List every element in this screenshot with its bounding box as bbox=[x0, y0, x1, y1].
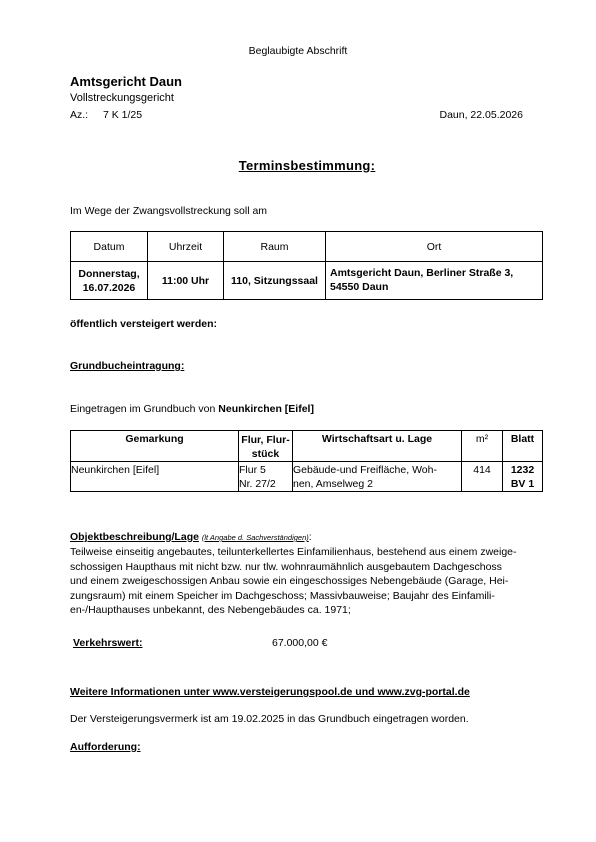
registration-note: Der Versteigerungsvermerk ist am 19.02.2025 in das Grundbuch eingetragen worden. bbox=[70, 713, 469, 725]
case-number: 7 K 1/25 bbox=[103, 109, 143, 121]
intro-text: Im Wege der Zwangsvollstreckung soll am bbox=[70, 205, 268, 217]
object-description bbox=[70, 545, 543, 618]
object-line: en-/Haupthauses unbekannt, des Nebengebäudes ca. 1971; bbox=[70, 604, 351, 616]
object-line: und einem zweigeschossigen Anbau sowie ein eingeschossiges Nebengebäude (Garage, Hei- bbox=[70, 575, 509, 587]
cell-blatt: 1232 BV 1 bbox=[503, 462, 543, 492]
object-line: zungsraum) mit einem Speicher im Dachgeschoss; Massivbauweise; Baujahr des Einfamili- bbox=[70, 589, 495, 602]
place-and-date: Daun, 22.05.2026 bbox=[439, 109, 523, 121]
cell-gemarkung: Neunkirchen [Eifel] bbox=[71, 462, 239, 492]
certified-copy-label: Beglaubigte Abschrift bbox=[248, 45, 348, 57]
col-header-date: Datum bbox=[71, 232, 148, 262]
cell-wirtschaftsart: Gebäude-und Freifläche, Woh- nen, Amselweg 2 bbox=[293, 462, 462, 492]
object-line: schossigen Haupthaus mit nicht bzw. nur tlw. wohnraumähnlich ausgebautem Dachgeschoss bbox=[70, 560, 502, 573]
land-register-table bbox=[70, 430, 543, 492]
col-header-room: Raum bbox=[224, 232, 326, 262]
land-register-heading: Grundbucheintragung: bbox=[70, 360, 185, 372]
land-register-entry: Eingetragen im Grundbuch von Neunkirchen [Eifel] bbox=[70, 403, 314, 415]
court-division: Vollstreckungsgericht bbox=[70, 92, 174, 104]
cell-flur: Flur 5 Nr. 27/2 bbox=[239, 462, 293, 492]
object-line: Teilweise einseitig angebautes, teilunterkellertes Einfamilienhaus, bestehend aus einem zweige- bbox=[70, 546, 517, 558]
market-value-amount: 67.000,00 € bbox=[272, 637, 328, 649]
appointment-room: 110, Sitzungssaal bbox=[224, 262, 326, 300]
court-name: Amtsgericht Daun bbox=[70, 74, 182, 89]
appointment-time: 11:00 Uhr bbox=[148, 262, 224, 300]
col-header-wirtschaftsart: Wirtschaftsart u. Lage bbox=[293, 431, 462, 462]
col-header-area: m² bbox=[462, 431, 503, 462]
page-title: Terminsbestimmung: bbox=[238, 158, 376, 173]
col-header-time: Uhrzeit bbox=[148, 232, 224, 262]
col-header-blatt: Blatt bbox=[503, 431, 543, 462]
more-info-text: Weitere Informationen unter www.versteigerungspool.de und www.zvg-portal.de bbox=[70, 686, 470, 698]
col-header-flur: Flur, Flur- stück bbox=[239, 431, 293, 462]
case-number-label: Az.: bbox=[70, 109, 89, 121]
appointment-table bbox=[70, 231, 543, 300]
object-note: (lt Angabe d. Sachverständigen) bbox=[201, 533, 309, 542]
col-header-place: Ort bbox=[326, 232, 543, 262]
appointment-place: Amtsgericht Daun, Berliner Straße 3, 54550 Daun bbox=[326, 262, 543, 300]
auction-phrase: öffentlich versteigert werden: bbox=[70, 318, 218, 330]
request-heading: Aufforderung: bbox=[70, 741, 141, 753]
object-heading-line: Objektbeschreibung/Lage (lt Angabe d. Sachverständigen): bbox=[70, 531, 312, 543]
market-value-label: Verkehrswert: bbox=[73, 637, 143, 649]
object-heading: Objektbeschreibung/Lage bbox=[70, 531, 199, 543]
appointment-date: Donnerstag, 16.07.2026 bbox=[71, 262, 148, 300]
cell-area: 414 bbox=[462, 462, 503, 492]
col-header-gemarkung: Gemarkung bbox=[71, 431, 239, 462]
